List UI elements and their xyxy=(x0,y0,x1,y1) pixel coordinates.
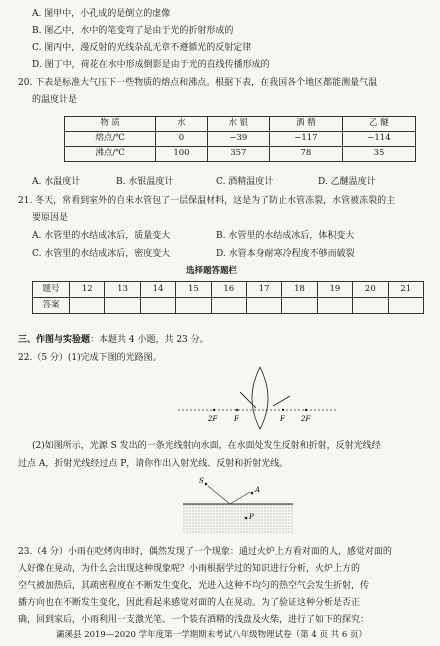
question-number: 15 xyxy=(176,282,211,298)
table-header-cell: 水 银 xyxy=(207,117,269,132)
q23-line1: 23.（4 分）小雨在吃烤肉串时，偶然发现了一个现象：通过火炉上方看对面的人，感觉对面的 xyxy=(18,547,392,557)
water-region xyxy=(183,504,293,534)
answer-sheet-title: 选择题答题栏 xyxy=(186,266,238,276)
label-f-right: F xyxy=(280,415,285,423)
q21-stem-line1: 21. 冬天，常看到室外的自来水管包了一层保温材料，这是为了防止水管冻裂，水管被冻裂的主 xyxy=(18,196,396,206)
answer-cell[interactable] xyxy=(388,298,423,314)
q20-stem-line2: 的温度计是 xyxy=(32,95,78,105)
q23-line4: 播方向也在不断发生变化，因此看起来感觉对面的人在晃动。为了验证这种分析是否正 xyxy=(18,598,361,608)
focal-point-f-right xyxy=(282,409,284,411)
point-a xyxy=(251,492,254,495)
q22-part1: 22.（5 分）(1)完成下图的光路图。 xyxy=(18,353,162,363)
answer-cell[interactable] xyxy=(353,298,388,314)
q20-stem-line1: 20. 下表是标准大气压下一些物质的熔点和沸点。根据下表，在我国各个地区都能测量气温 xyxy=(18,78,378,88)
table-header-cell: 物 质 xyxy=(65,117,156,132)
water-reflection-diagram xyxy=(18,474,426,538)
q23-line5: 确，回到家后，小雨利用一支激光笔、一个装有酒精的浅盘及火柴，进行了如下的探究： xyxy=(18,615,370,625)
light-source-point xyxy=(205,483,208,486)
q20-option-c: C. 酒精温度计 xyxy=(216,177,274,187)
answer-cell[interactable] xyxy=(70,298,105,314)
q23-line2: 人好像在晃动，为什么会出现这种现象呢？小雨根据学过的知识进行分析，火炉上方的 xyxy=(18,564,361,574)
table-cell: 沸点/℃ xyxy=(65,147,156,162)
table-cell: 100 xyxy=(156,147,208,162)
table-row xyxy=(33,298,424,314)
melting-boiling-table xyxy=(64,116,416,162)
table-header-cell: 水 xyxy=(156,117,208,132)
table-row xyxy=(65,147,416,162)
table-row xyxy=(65,132,416,147)
light-ray-sketch xyxy=(208,486,230,504)
q19-option-b: B. 图乙中，水中的笔变弯了是由于光的折射形成的 xyxy=(32,26,234,36)
q22-part2-line1: (2)如图所示，光源 S 发出的一条光线射向水面，在水面处发生反射和折射，反射光线经 xyxy=(32,441,381,451)
section3-heading-rest: ：本题共 4 小题，共 23 分。 xyxy=(90,335,209,345)
q20-option-a: A. 水温度计 xyxy=(32,177,81,187)
answer-cell[interactable] xyxy=(176,298,211,314)
label-f-left: F xyxy=(234,415,239,423)
answer-cell[interactable] xyxy=(246,298,281,314)
answer-label: 答案 xyxy=(33,298,70,314)
q21-option-d: D. 水管本身耐寒冷程度不够而破裂 xyxy=(216,249,355,259)
q22-part2-line2: 过点 A，折射光线经过点 P，请你作出入射光线、反射和折射光线。 xyxy=(18,459,289,469)
question-number: 14 xyxy=(140,282,175,298)
incident-ray xyxy=(240,392,256,408)
question-number: 17 xyxy=(246,282,281,298)
table-row xyxy=(33,282,424,298)
table-cell: 78 xyxy=(269,147,342,162)
q19-option-c: C. 图丙中，漫反射的光线杂乱无章不遵循光的反射定律 xyxy=(32,43,252,53)
table-header-cell: 酒 精 xyxy=(269,117,342,132)
q21-stem-line2: 要原因是 xyxy=(32,213,69,223)
q23-line3: 空气被加热后，其疏密程度在不断发生变化，光进入这种不均匀的热空气会发生折射，传 xyxy=(18,581,370,591)
section3-heading-row xyxy=(18,334,209,346)
answer-cell[interactable] xyxy=(211,298,246,314)
table-cell: −117 xyxy=(269,132,342,147)
table-cell: 35 xyxy=(342,147,415,162)
question-number: 21 xyxy=(388,282,423,298)
q19-option-a: A. 图甲中，小孔成的是倒立的虚像 xyxy=(32,9,171,19)
focal-point-2f-left xyxy=(213,409,215,411)
q21-option-c: C. 水管里的水结成冰后，密度变大 xyxy=(32,249,171,259)
question-number: 13 xyxy=(105,282,140,298)
q20-option-d: D. 乙醚温度计 xyxy=(318,177,376,187)
answer-cell[interactable] xyxy=(282,298,317,314)
q21-option-b: B. 水管里的水结成冰后，体积变大 xyxy=(216,231,355,241)
section3-heading: 三、作图与实验题 xyxy=(18,335,91,345)
answer-cell[interactable] xyxy=(317,298,352,314)
table-header-cell: 乙 醚 xyxy=(342,117,415,132)
point-p xyxy=(245,517,248,520)
answer-sheet-table xyxy=(32,281,424,314)
table-cell: 0 xyxy=(156,132,208,147)
convex-lens xyxy=(252,367,268,429)
question-number: 18 xyxy=(282,282,317,298)
focal-point-2f-right xyxy=(305,409,307,411)
label-2f-right: 2F xyxy=(301,415,311,423)
question-number: 20 xyxy=(353,282,388,298)
lens-diagram xyxy=(18,368,426,438)
label-a: A xyxy=(255,486,261,494)
table-cell: −114 xyxy=(342,132,415,147)
table-row xyxy=(65,117,416,132)
light-ray-sketch xyxy=(230,492,250,504)
label-s: S xyxy=(199,477,204,485)
q21-option-a: A. 水管里的水结成冰后，质量变大 xyxy=(32,231,171,241)
answer-cell[interactable] xyxy=(105,298,140,314)
question-number: 12 xyxy=(70,282,105,298)
question-number-label: 题号 xyxy=(33,282,70,298)
question-number: 16 xyxy=(211,282,246,298)
label-p: P xyxy=(249,513,254,521)
table-cell: 熔点/℃ xyxy=(65,132,156,147)
answer-cell[interactable] xyxy=(140,298,175,314)
q19-option-d: D. 图丁中，荷花在水中形成倒影是由于光的直线传播形成的 xyxy=(32,60,270,70)
table-cell: 357 xyxy=(207,147,269,162)
question-number: 19 xyxy=(317,282,352,298)
focal-point-f-left xyxy=(236,409,238,411)
page-footer: 灞溪县 2019—2020 学年度第一学期期末考试八年级物理试卷（第 4 页 共 6 页） xyxy=(56,630,367,640)
refracted-ray-segment xyxy=(273,396,290,406)
table-cell: −39 xyxy=(207,132,269,147)
q20-option-b: B. 水银温度计 xyxy=(116,177,174,187)
label-2f-left: 2F xyxy=(208,415,218,423)
